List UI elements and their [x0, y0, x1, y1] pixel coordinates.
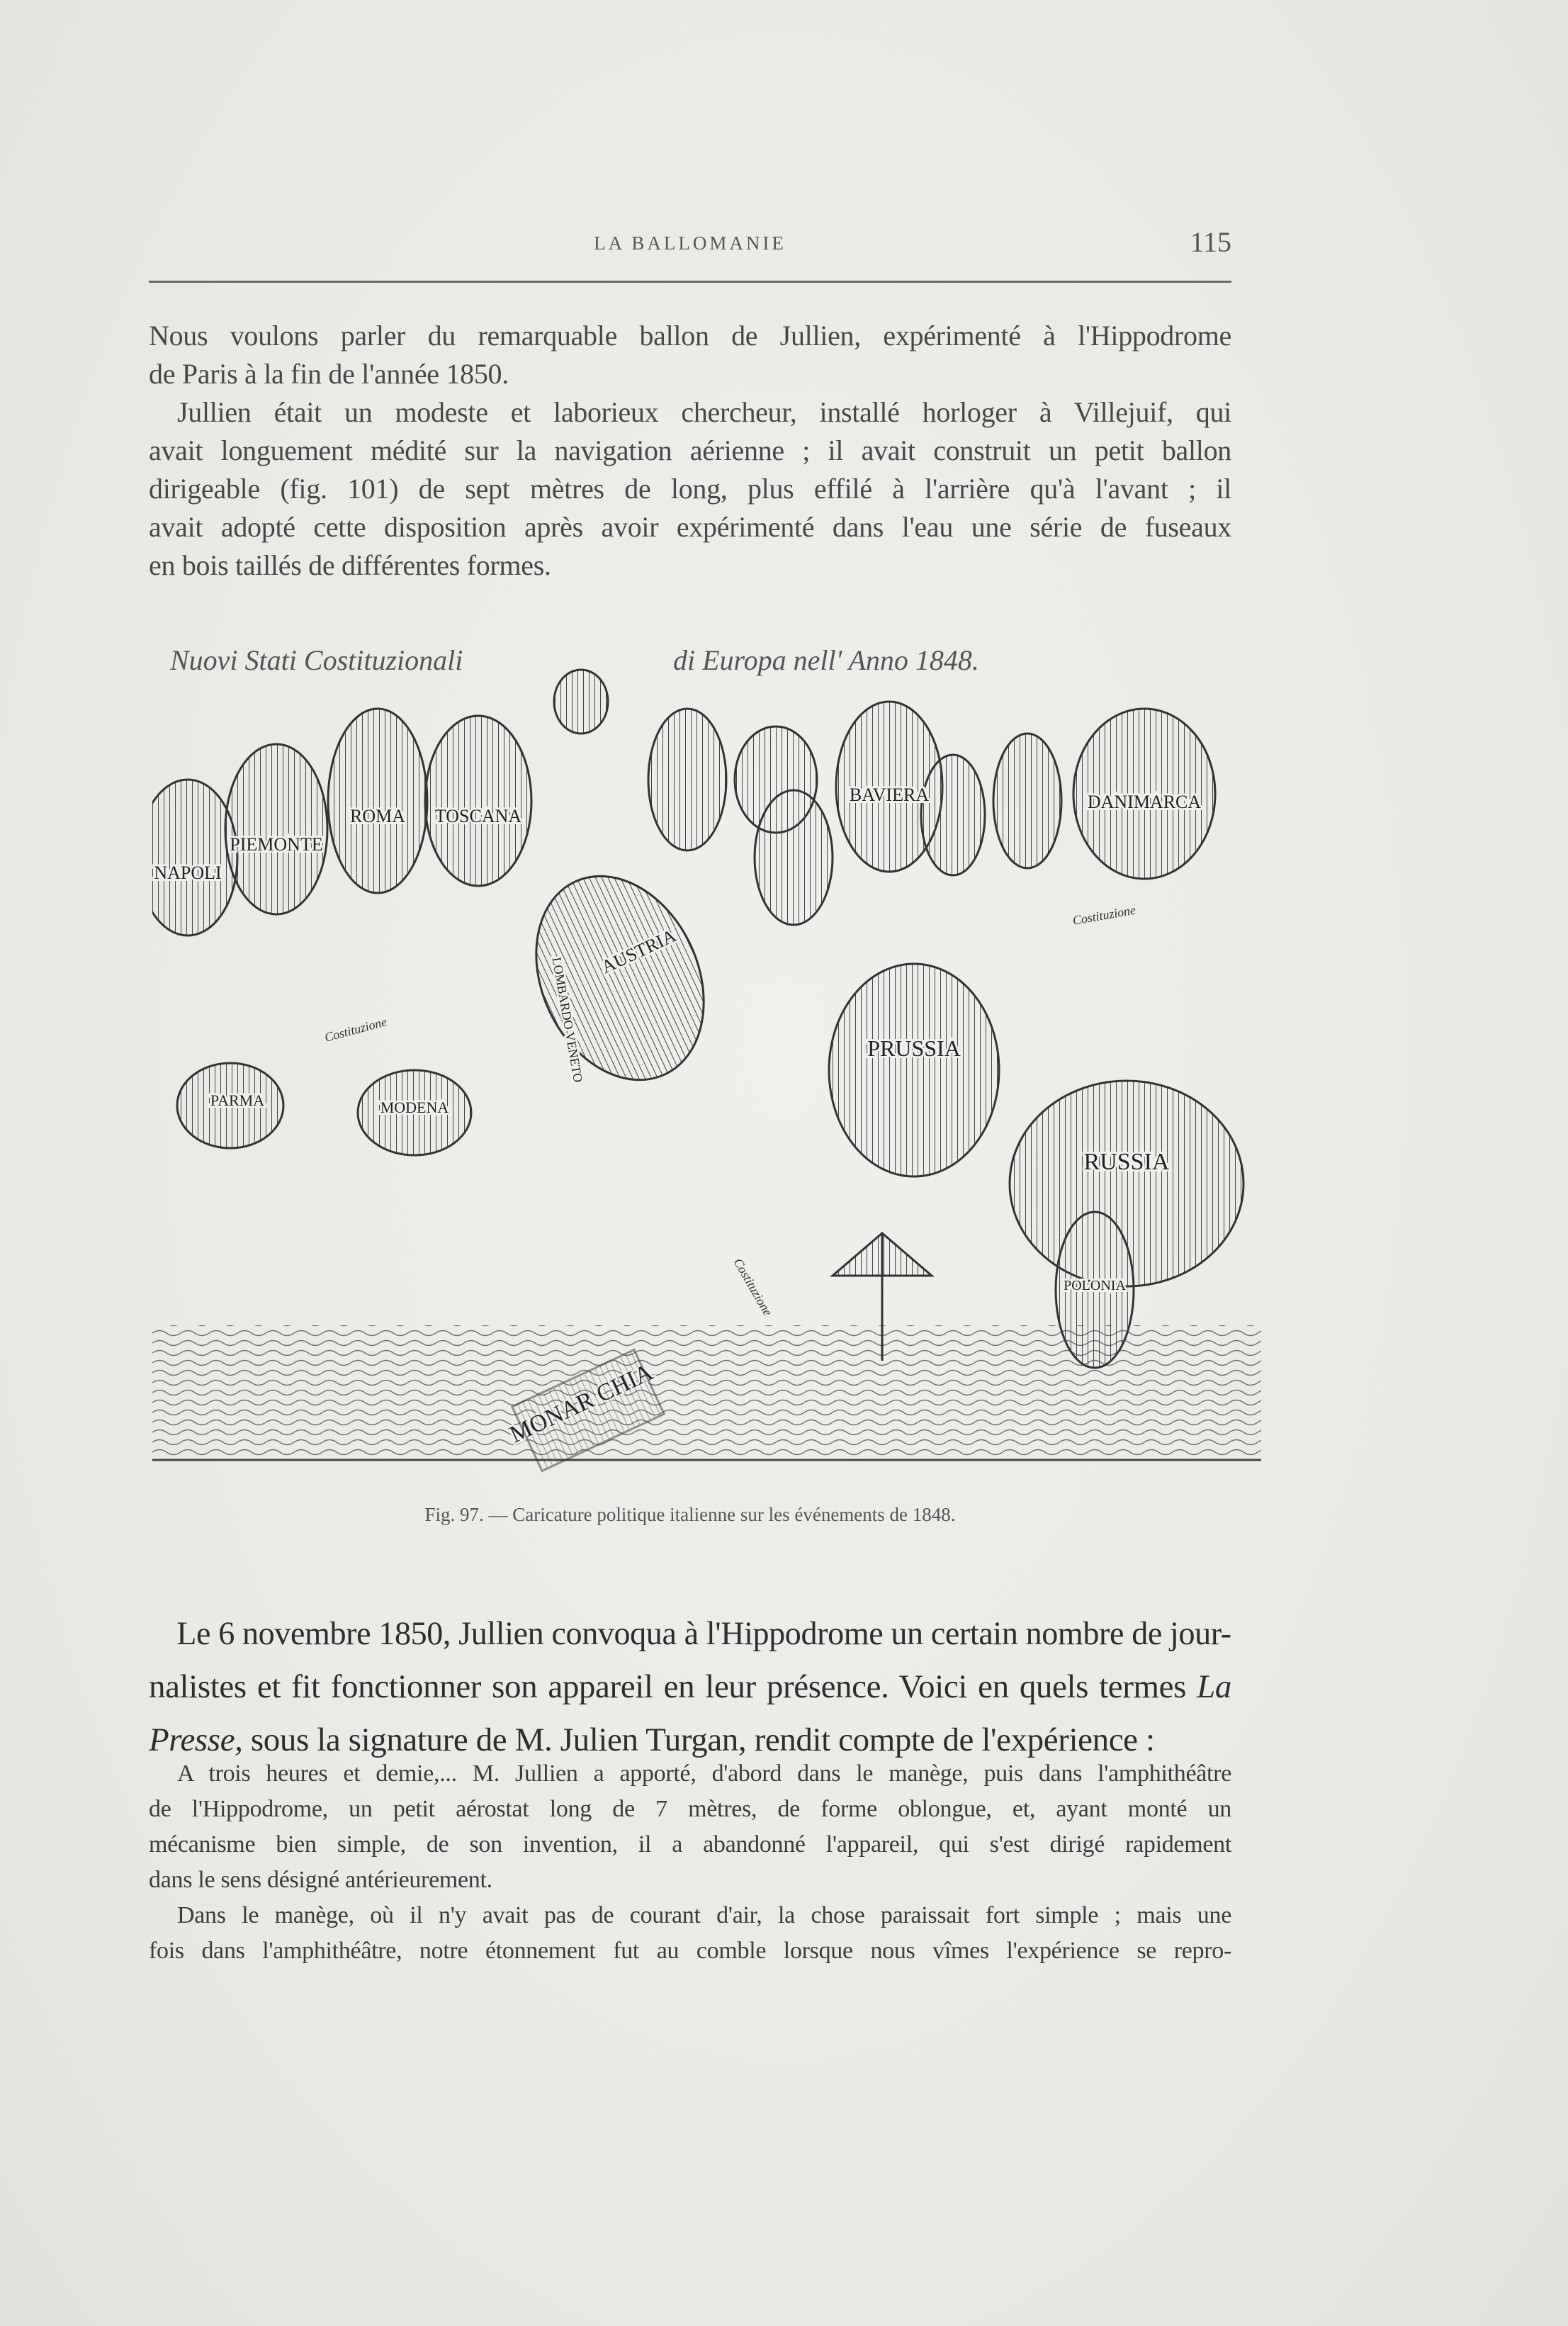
figure-heading-right: di Europa nell' Anno 1848. [673, 644, 979, 676]
balloon [554, 670, 608, 734]
svg-text:POLONIA: POLONIA [1064, 1278, 1126, 1293]
text-span: sous la signature de M. Julien Turgan, rendit compte de l'expérience : [250, 1721, 1155, 1758]
svg-text:TOSCANA: TOSCANA [434, 806, 522, 826]
text-line: dans le sens désigné antérieurement. [149, 1867, 492, 1893]
text-line: mécanisme bien simple, de son invention, il a abandonné l'appareil, qui s'est dirigé rapidement [149, 1831, 1231, 1858]
caption-text: — Caricature politique italienne sur les événements de 1848. [488, 1504, 956, 1525]
text-span: nalistes et fit fonctionner son appareil en leur présence. Voici en quels termes [149, 1668, 1187, 1705]
paragraph-2 [149, 1607, 1231, 1767]
text-line: de l'Hippodrome, un petit aérostat long de 7 mètres, de forme oblongue, et, ayant monté un [149, 1796, 1231, 1822]
italic-presse: Presse, [149, 1721, 243, 1758]
svg-text:DANIMARCA: DANIMARCA [1087, 792, 1202, 812]
svg-text:PIEMONTE: PIEMONTE [230, 834, 323, 855]
text-line [149, 1661, 1231, 1714]
balloons [152, 702, 1243, 1368]
text-line: A trois heures et demie,... M. Jullien a apporté, d'abord dans le manège, puis dans l'amphithéâtre [177, 1760, 1231, 1787]
figure-heading-left: Nuovi Stati Costituzionali [170, 644, 463, 676]
running-head [149, 225, 1231, 261]
text-line: avait longuement médité sur la navigation aérienne ; il avait construit un petit ballon [149, 434, 1231, 466]
svg-text:BAVIERA: BAVIERA [849, 785, 930, 805]
text-line: Jullien était un modeste et laborieux chercheur, installé horloger à Villejuif, qui [177, 396, 1231, 428]
text-line: dirigeable (fig. 101) de sept mètres de long, plus effilé à l'arrière qu'à l'avant ; il [149, 473, 1231, 505]
svg-text:AUSTRIA: AUSTRIA [598, 925, 679, 978]
text-line: Dans le manège, où il n'y avait pas de courant d'air, la chose paraissait fort simple ; mais une [177, 1902, 1231, 1928]
figure-caption [149, 1504, 1231, 1526]
figure-illustration [152, 624, 1261, 1485]
running-title: LA BALLOMANIE [594, 232, 786, 254]
svg-text:MODENA: MODENA [380, 1099, 449, 1116]
text-line: de Paris à la fin de l'année 1850. [149, 358, 509, 390]
text-line: fois dans l'amphithéâtre, notre étonnement fut au comble lorsque nous vîmes l'expérience se repro- [149, 1938, 1231, 1964]
text-line: Le 6 novembre 1850, Jullien convoqua à l'Hippodrome un certain nombre de jour- [176, 1615, 1231, 1652]
paragraph-1 [149, 317, 1231, 585]
svg-text:PRUSSIA: PRUSSIA [867, 1035, 961, 1061]
page-number: 115 [1190, 226, 1231, 258]
svg-text:Costituzione: Costituzione [322, 1014, 388, 1045]
text-line: en bois taillés de différentes formes. [149, 549, 551, 581]
italic-la: La [1197, 1668, 1232, 1705]
svg-text:Costituzione: Costituzione [731, 1256, 775, 1318]
svg-text:PARMA: PARMA [210, 1091, 265, 1109]
quotation [149, 1756, 1231, 1969]
svg-text:Costituzione: Costituzione [1071, 902, 1137, 928]
svg-text:LOMBARDO VENETO: LOMBARDO VENETO [549, 956, 586, 1084]
svg-text:RUSSIA: RUSSIA [1083, 1149, 1170, 1175]
svg-text:NAPOLI: NAPOLI [154, 863, 222, 883]
text-line: Nous voulons parler du remarquable ballon de Jullien, expérimenté à l'Hippodrome [149, 320, 1231, 352]
svg-text:ROMA: ROMA [349, 806, 406, 826]
header-rule [149, 281, 1231, 283]
text-line: avait adopté cette disposition après avoir expérimenté dans l'eau une série de fuseaux [149, 511, 1231, 543]
figure-number: Fig. 97. [424, 1504, 484, 1525]
